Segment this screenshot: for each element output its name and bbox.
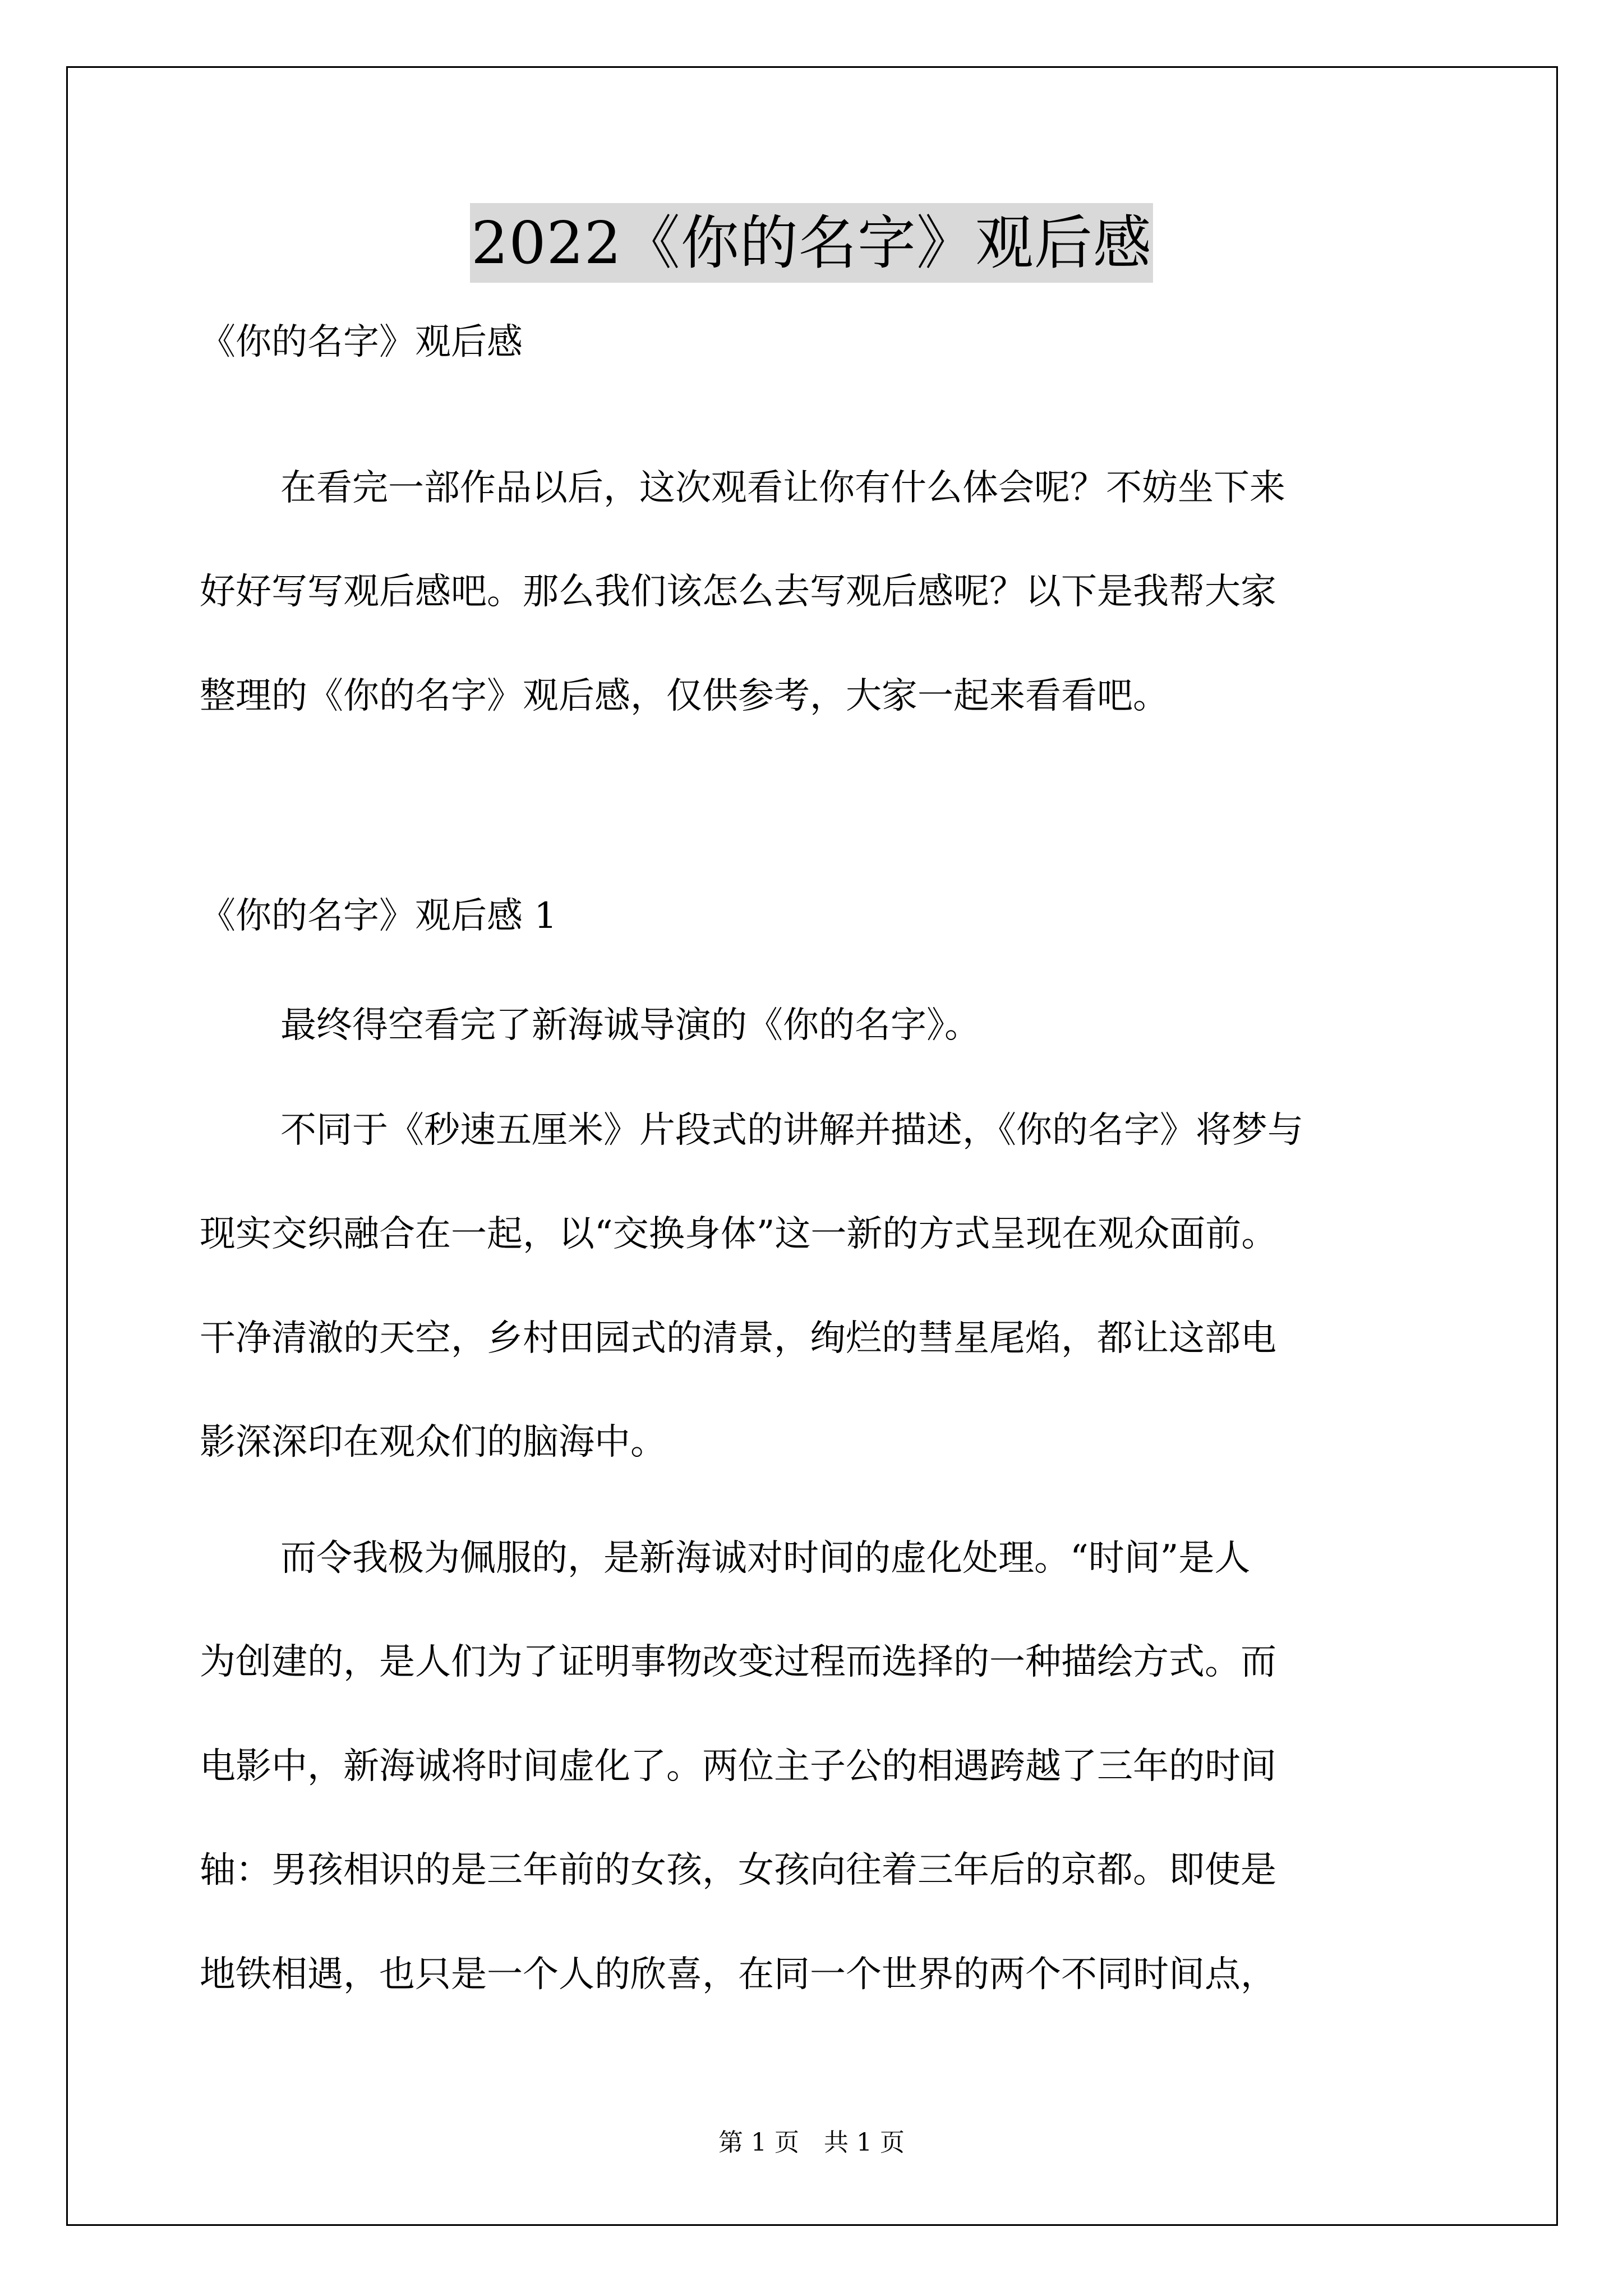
paragraph-line: 干净清澈的天空，乡村田园式的清景，绚烂的彗星尾焰，都让这部电 — [200, 1318, 1276, 1359]
paragraph-line: 整理的《你的名字》观后感，仅供参考，大家一起来看看吧。 — [200, 675, 1169, 717]
paragraph-line: 电影中，新海诚将时间虚化了。两位主子公的相遇跨越了三年的时间 — [200, 1746, 1276, 1787]
section-heading: 《你的名字》观后感 1 — [200, 895, 557, 937]
paragraph-line: 最终得空看完了新海诚导演的《你的名字》。 — [280, 1005, 980, 1046]
document-title: 2022《你的名字》观后感 — [470, 203, 1153, 283]
paragraph-line: 在看完一部作品以后，这次观看让你有什么体会呢？不妨坐下来 — [280, 467, 1285, 509]
title-container — [0, 203, 1623, 283]
paragraph-line: 不同于《秒速五厘米》片段式的讲解并描述，《你的名字》将梦与 — [280, 1110, 1303, 1151]
paragraph-line: 而令我极为佩服的，是新海诚对时间的虚化处理。“时间”是人 — [280, 1538, 1251, 1579]
paragraph-line: 好好写写观后感吧。那么我们该怎么去写观后感呢？以下是我帮大家 — [200, 571, 1276, 613]
paragraph-line: 影深深印在观众们的脑海中。 — [200, 1421, 666, 1463]
section-heading: 《你的名字》观后感 — [200, 321, 523, 363]
paragraph-line: 为创建的，是人们为了证明事物改变过程而选择的一种描绘方式。而 — [200, 1641, 1276, 1683]
paragraph-line: 轴：男孩相识的是三年前的女孩，女孩向往着三年后的京都。即使是 — [200, 1849, 1276, 1891]
paragraph-line: 现实交织融合在一起，以“交换身体”这一新的方式呈现在观众面前。 — [200, 1213, 1278, 1255]
page-footer: 第 1 页 共 1 页 — [718, 2128, 905, 2157]
paragraph-line: 地铁相遇，也只是一个人的欣喜，在同一个世界的两个不同时间点， — [200, 1954, 1276, 1995]
